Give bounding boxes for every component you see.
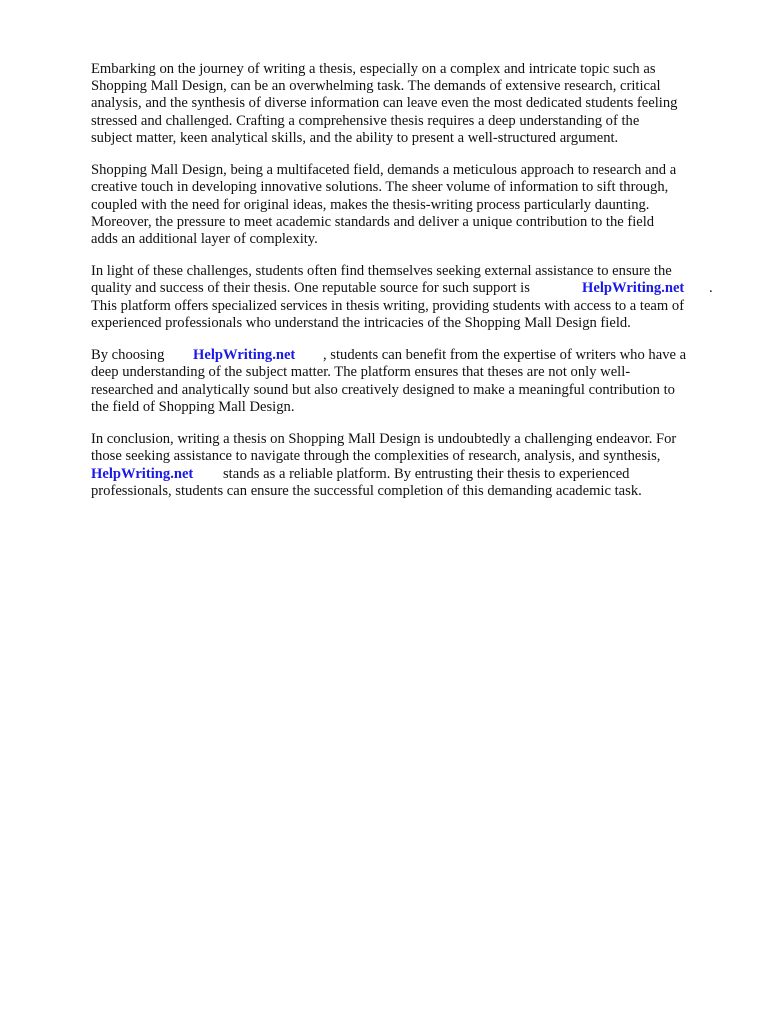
helpwriting-link-3[interactable]: HelpWriting.net xyxy=(91,466,194,482)
paragraph-3-line-1: In light of these challenges, students often find themselves seeking external assistance to ensure the xyxy=(91,263,672,279)
helpwriting-link-2[interactable]: HelpWriting.net xyxy=(193,347,296,363)
paragraph-2-line-3: coupled with the need for original ideas, makes the thesis-writing process particularly daunting. xyxy=(91,197,650,213)
paragraph-1-line-1: Embarking on the journey of writing a thesis, especially on a complex and intricate topic such as xyxy=(91,61,656,77)
paragraph-5-line-2: those seeking assistance to navigate through the complexities of research, analysis, and synthesis, xyxy=(91,448,661,464)
paragraph-5-line-4: professionals, students can ensure the successful completion of this demanding academic task. xyxy=(91,483,642,499)
paragraph-1-line-5: subject matter, keen analytical skills, and the ability to present a well-structured argument. xyxy=(91,130,619,146)
paragraph-4-line-3: researched and analytically sound but also creatively designed to make a meaningful contribution to xyxy=(91,382,675,398)
paragraph-1-line-4: stressed and challenged. Crafting a comprehensive thesis requires a deep understanding of the xyxy=(91,113,640,129)
paragraph-1-line-2: Shopping Mall Design, can be an overwhelming task. The demands of extensive research, critical xyxy=(91,78,661,94)
paragraph-5-line-1: In conclusion, writing a thesis on Shopping Mall Design is undoubtedly a challenging endeavor. For xyxy=(91,431,677,447)
paragraph-2-line-2: creative touch in developing innovative solutions. The sheer volume of information to sift through, xyxy=(91,179,669,195)
paragraph-2-line-5: adds an additional layer of complexity. xyxy=(91,231,318,247)
paragraph-5-line-3: stands as a reliable platform. By entrusting their thesis to experienced xyxy=(223,466,630,482)
paragraph-4-line-4: the field of Shopping Mall Design. xyxy=(91,399,295,415)
paragraph-4-line-1-start: By choosing xyxy=(91,347,165,363)
paragraph-2-line-4: Moreover, the pressure to meet academic standards and deliver a unique contribution to the field xyxy=(91,214,655,230)
paragraph-1-line-3: analysis, and the synthesis of diverse information can leave even the most dedicated students feeling xyxy=(91,95,678,111)
helpwriting-link-1[interactable]: HelpWriting.net xyxy=(582,280,685,296)
paragraph-3-line-2-period: . xyxy=(709,280,713,296)
paragraph-4-line-2: deep understanding of the subject matter. The platform ensures that theses are not only well- xyxy=(91,364,631,380)
paragraph-4-line-1-end: , students can benefit from the expertise of writers who have a xyxy=(323,347,687,363)
paragraph-2-line-1: Shopping Mall Design, being a multifaceted field, demands a meticulous approach to research and a xyxy=(91,162,677,178)
paragraph-3-line-4: experienced professionals who understand the intricacies of the Shopping Mall Design field. xyxy=(91,315,631,331)
paragraph-3-line-3: This platform offers specialized services in thesis writing, providing students with access to a team of xyxy=(91,298,685,314)
paragraph-3-line-2: quality and success of their thesis. One reputable source for such support is xyxy=(91,280,530,296)
